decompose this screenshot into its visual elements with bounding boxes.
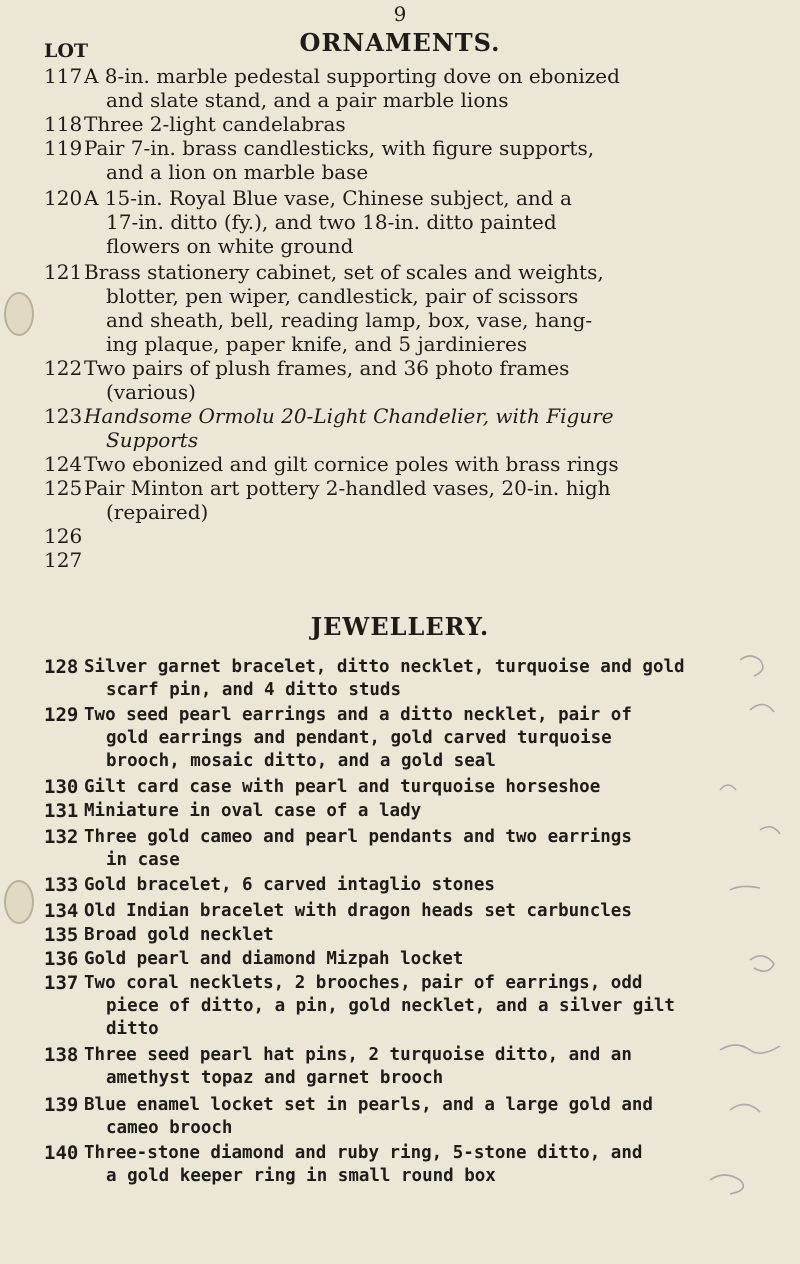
lot-number: 122 bbox=[44, 356, 83, 380]
lot-description bbox=[84, 826, 784, 872]
description-line: Two coral necklets, 2 brooches, pair of earrings, odd bbox=[84, 973, 643, 993]
lot-number: 126 bbox=[44, 524, 83, 548]
pencil-mark bbox=[730, 1104, 760, 1112]
description-line: in case bbox=[106, 850, 180, 870]
lot-number: 133 bbox=[44, 874, 79, 896]
description-line: Pair 7-in. brass candlesticks, with figure supports, bbox=[84, 136, 595, 160]
lot-description bbox=[84, 1094, 784, 1140]
lot-number: 138 bbox=[44, 1044, 79, 1066]
pencil-mark bbox=[740, 656, 763, 676]
lot-description bbox=[84, 476, 784, 524]
lot-number: 117 bbox=[44, 64, 83, 88]
lot-number: 125 bbox=[44, 476, 83, 500]
description-line: Three-stone diamond and ruby ring, 5-stone ditto, and bbox=[84, 1143, 643, 1163]
lot-description bbox=[84, 656, 784, 702]
description-line: brooch, mosaic ditto, and a gold seal bbox=[106, 751, 496, 771]
lot-description bbox=[84, 924, 784, 947]
pencil-annotations bbox=[680, 640, 798, 1240]
lot-description bbox=[84, 1044, 784, 1090]
description-line: blotter, pen wiper, candlestick, pair of scissors bbox=[106, 284, 579, 308]
lot-number: 134 bbox=[44, 900, 79, 922]
lot-description bbox=[84, 136, 784, 184]
description-line: Two ebonized and gilt cornice poles with brass rings bbox=[84, 452, 619, 476]
binding-hole bbox=[4, 292, 34, 336]
description-line: and a lion on marble base bbox=[106, 160, 369, 184]
description-line: a gold keeper ring in small round box bbox=[106, 1166, 496, 1186]
lot-number: 136 bbox=[44, 948, 79, 970]
description-line: piece of ditto, a pin, gold necklet, and a silver gilt bbox=[106, 996, 675, 1016]
lot-number: 130 bbox=[44, 776, 79, 798]
pencil-mark bbox=[760, 827, 780, 834]
pencil-mark bbox=[720, 1045, 780, 1053]
description-line: gold earrings and pendant, gold carved turquoise bbox=[106, 728, 612, 748]
lot-number: 119 bbox=[44, 136, 83, 160]
description-line: Gold pearl and diamond Mizpah locket bbox=[84, 949, 464, 969]
description-line: Old Indian bracelet with dragon heads set carbuncles bbox=[84, 901, 632, 921]
lot-description bbox=[84, 972, 784, 1041]
pencil-mark bbox=[710, 1175, 743, 1194]
lot-description bbox=[84, 452, 784, 476]
lot-number: 129 bbox=[44, 704, 79, 726]
lot-number: 127 bbox=[44, 548, 83, 572]
section-title-ornaments: ORNAMENTS. bbox=[299, 28, 501, 57]
lot-description bbox=[84, 874, 784, 897]
description-line: 17-in. ditto (fy.), and two 18-in. ditto painted bbox=[106, 210, 557, 234]
lot-number: 118 bbox=[44, 112, 83, 136]
pencil-mark bbox=[730, 886, 760, 890]
description-line: Gilt card case with pearl and turquoise horseshoe bbox=[84, 777, 601, 797]
lot-description bbox=[84, 260, 784, 356]
pencil-mark bbox=[750, 704, 774, 712]
description-line: Blue enamel locket set in pearls, and a large gold and bbox=[84, 1095, 653, 1115]
description-line: (repaired) bbox=[106, 500, 209, 524]
description-line: (various) bbox=[106, 380, 196, 404]
page-number: 9 bbox=[393, 2, 407, 26]
description-line: Handsome Ormolu 20-Light Chandelier, with Figure bbox=[84, 404, 614, 428]
description-line: Gold bracelet, 6 carved intaglio stones bbox=[84, 875, 495, 895]
lot-description bbox=[84, 900, 784, 923]
lot-heading: LOT bbox=[44, 40, 89, 62]
lot-number: 123 bbox=[44, 404, 83, 428]
binding-hole bbox=[4, 880, 34, 924]
lot-number: 121 bbox=[44, 260, 83, 284]
description-line: amethyst topaz and garnet brooch bbox=[106, 1068, 444, 1088]
description-line: Two seed pearl earrings and a ditto necklet, pair of bbox=[84, 705, 632, 725]
lot-description bbox=[84, 404, 784, 452]
lot-number: 132 bbox=[44, 826, 79, 848]
lot-number: 131 bbox=[44, 800, 79, 822]
description-line: Brass stationery cabinet, set of scales and weights, bbox=[84, 260, 604, 284]
pencil-mark bbox=[750, 956, 774, 971]
description-line: Pair Minton art pottery 2-handled vases, 20-in. high bbox=[84, 476, 611, 500]
description-line: Three gold cameo and pearl pendants and two earrings bbox=[84, 827, 632, 847]
lot-description bbox=[84, 1142, 784, 1188]
description-line: and sheath, bell, reading lamp, box, vase, hang- bbox=[106, 308, 593, 332]
lot-description bbox=[84, 776, 784, 799]
description-line: flowers on white ground bbox=[106, 234, 354, 258]
lot-description bbox=[84, 186, 784, 258]
lot-number: 139 bbox=[44, 1094, 79, 1116]
description-line: and slate stand, and a pair marble lions bbox=[106, 88, 509, 112]
lot-number: 128 bbox=[44, 656, 79, 678]
section-title-jewellery: JEWELLERY. bbox=[310, 612, 490, 641]
description-line: ing plaque, paper knife, and 5 jardinieres bbox=[106, 332, 528, 356]
lot-number: 120 bbox=[44, 186, 83, 210]
description-line: Three 2-light candelabras bbox=[84, 112, 346, 136]
lot-number: 140 bbox=[44, 1142, 79, 1164]
description-line: A 15-in. Royal Blue vase, Chinese subject, and a bbox=[84, 186, 572, 210]
description-line: Miniature in oval case of a lady bbox=[84, 801, 422, 821]
lot-number: 124 bbox=[44, 452, 83, 476]
description-line: Silver garnet bracelet, ditto necklet, turquoise and gold bbox=[84, 657, 685, 677]
lot-description bbox=[84, 112, 784, 136]
lot-description bbox=[84, 948, 784, 971]
description-line: A 8-in. marble pedestal supporting dove on ebonized bbox=[84, 64, 620, 88]
lot-description bbox=[84, 704, 784, 773]
description-line: Supports bbox=[106, 428, 199, 452]
lot-description bbox=[84, 64, 784, 112]
lot-description bbox=[84, 800, 784, 823]
description-line: Broad gold necklet bbox=[84, 925, 274, 945]
lot-description bbox=[84, 356, 784, 404]
description-line: scarf pin, and 4 ditto studs bbox=[106, 680, 402, 700]
lot-number: 137 bbox=[44, 972, 79, 994]
description-line: ditto bbox=[106, 1019, 159, 1039]
description-line: cameo brooch bbox=[106, 1118, 233, 1138]
description-line: Two pairs of plush frames, and 36 photo frames bbox=[84, 356, 570, 380]
lot-number: 135 bbox=[44, 924, 79, 946]
pencil-mark bbox=[720, 785, 736, 790]
description-line: Three seed pearl hat pins, 2 turquoise ditto, and an bbox=[84, 1045, 632, 1065]
